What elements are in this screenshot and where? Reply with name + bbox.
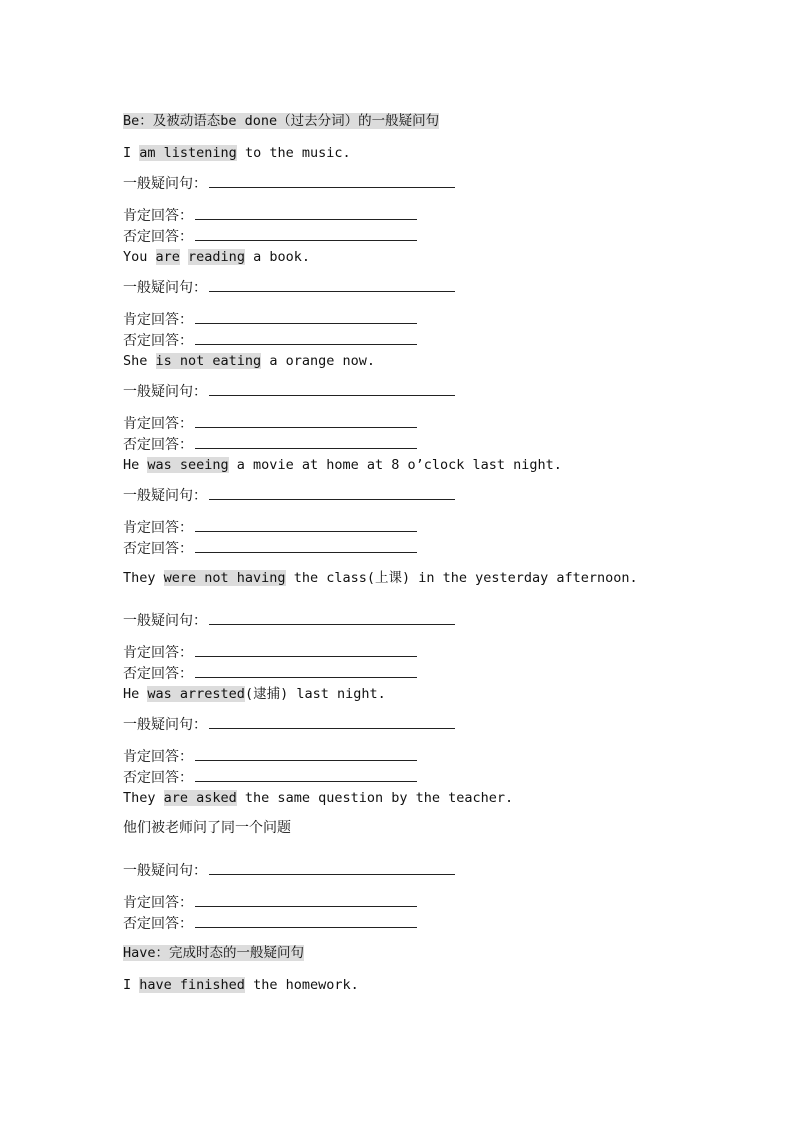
yes-label: 肯定回答： xyxy=(123,749,193,765)
question-line-5 xyxy=(123,610,455,630)
answer-blank[interactable] xyxy=(195,226,417,241)
yes-answer-line-4 xyxy=(123,517,417,537)
yes-answer-line-7 xyxy=(123,892,417,912)
yes-answer-line-2 xyxy=(123,309,417,329)
no-label: 否定回答： xyxy=(123,333,193,349)
question-label: 一般疑问句： xyxy=(123,280,207,296)
answer-blank[interactable] xyxy=(195,413,417,428)
sentence-text: They xyxy=(123,790,164,806)
highlighted-verb: is not eating xyxy=(155,353,262,369)
no-answer-line-6 xyxy=(123,767,417,787)
sentence-text: (逮捕) last night. xyxy=(244,686,386,702)
section-heading-have-text: Have：完成时态的一般疑问句 xyxy=(123,945,305,961)
answer-blank[interactable] xyxy=(209,485,455,500)
sentence-text: He xyxy=(123,686,148,702)
yes-answer-line-3 xyxy=(123,413,417,433)
answer-blank[interactable] xyxy=(209,714,455,729)
answer-blank[interactable] xyxy=(195,746,417,761)
no-answer-line-2 xyxy=(123,330,417,350)
highlighted-verb: am listening xyxy=(139,145,237,161)
sentence-text: You xyxy=(123,249,156,265)
sentence-text: They xyxy=(123,570,164,586)
sentence-text: a movie at home at 8 o’clock last night. xyxy=(228,457,562,473)
answer-blank[interactable] xyxy=(209,277,455,292)
section-heading-be-text: Be：及被动语态be done（过去分词）的一般疑问句 xyxy=(123,113,440,129)
answer-blank[interactable] xyxy=(195,434,417,449)
no-label: 否定回答： xyxy=(123,770,193,786)
yes-answer-line-6 xyxy=(123,746,417,766)
answer-blank[interactable] xyxy=(209,860,455,875)
answer-blank[interactable] xyxy=(195,767,417,782)
sentence-text: a book. xyxy=(244,249,310,265)
highlighted-verb: were not having xyxy=(163,570,286,586)
answer-blank[interactable] xyxy=(195,913,417,928)
no-label: 否定回答： xyxy=(123,916,193,932)
section-heading-have xyxy=(123,944,304,962)
yes-label: 肯定回答： xyxy=(123,312,193,328)
question-line-2 xyxy=(123,277,455,297)
sentence-text: He xyxy=(123,457,148,473)
yes-label: 肯定回答： xyxy=(123,520,193,536)
no-answer-line-5 xyxy=(123,663,417,683)
exercise-sentence-1 xyxy=(123,144,351,162)
sentence-text: a orange now. xyxy=(261,353,375,369)
exercise-sentence-6 xyxy=(123,685,386,703)
sentence-text: the same question by the teacher. xyxy=(236,790,514,806)
question-label: 一般疑问句： xyxy=(123,717,207,733)
translation-text: 他们被老师问了同一个问题 xyxy=(123,820,291,836)
yes-label: 肯定回答： xyxy=(123,416,193,432)
answer-blank[interactable] xyxy=(195,642,417,657)
yes-answer-line-1 xyxy=(123,205,417,225)
answer-blank[interactable] xyxy=(195,309,417,324)
exercise-sentence-8 xyxy=(123,976,359,994)
no-label: 否定回答： xyxy=(123,229,193,245)
highlighted-verb: have finished xyxy=(139,977,245,993)
question-line-3 xyxy=(123,381,455,401)
question-line-4 xyxy=(123,485,455,505)
no-answer-line-1 xyxy=(123,226,417,246)
sentence-text xyxy=(180,249,188,265)
answer-blank[interactable] xyxy=(195,538,417,553)
exercise-sentence-4 xyxy=(123,456,562,474)
sentence-text: She xyxy=(123,353,156,369)
no-label: 否定回答： xyxy=(123,666,193,682)
exercise-sentence-5 xyxy=(123,569,638,587)
yes-answer-line-5 xyxy=(123,642,417,662)
answer-blank[interactable] xyxy=(209,610,455,625)
question-label: 一般疑问句： xyxy=(123,863,207,879)
answer-blank[interactable] xyxy=(195,517,417,532)
no-label: 否定回答： xyxy=(123,437,193,453)
question-label: 一般疑问句： xyxy=(123,384,207,400)
question-line-1 xyxy=(123,173,455,193)
translation-note xyxy=(123,819,291,837)
highlighted-verb: are xyxy=(155,249,180,265)
sentence-text: the homework. xyxy=(244,977,359,993)
question-label: 一般疑问句： xyxy=(123,613,207,629)
exercise-sentence-2 xyxy=(123,248,310,266)
no-answer-line-4 xyxy=(123,538,417,558)
question-label: 一般疑问句： xyxy=(123,488,207,504)
no-answer-line-7 xyxy=(123,913,417,933)
question-line-6 xyxy=(123,714,455,734)
no-answer-line-3 xyxy=(123,434,417,454)
question-label: 一般疑问句： xyxy=(123,176,207,192)
section-heading-be xyxy=(123,112,439,130)
highlighted-verb: reading xyxy=(188,249,245,265)
highlighted-verb: are asked xyxy=(163,790,237,806)
answer-blank[interactable] xyxy=(195,663,417,678)
sentence-text: I xyxy=(123,145,140,161)
answer-blank[interactable] xyxy=(195,892,417,907)
sentence-text: to the music. xyxy=(236,145,351,161)
exercise-sentence-3 xyxy=(123,352,375,370)
answer-blank[interactable] xyxy=(209,381,455,396)
highlighted-verb: was arrested xyxy=(147,686,245,702)
sentence-text: the class(上课) in the yesterday afternoon. xyxy=(285,570,638,586)
answer-blank[interactable] xyxy=(195,330,417,345)
sentence-text: I xyxy=(123,977,140,993)
yes-label: 肯定回答： xyxy=(123,208,193,224)
yes-label: 肯定回答： xyxy=(123,895,193,911)
exercise-sentence-7 xyxy=(123,789,513,807)
no-label: 否定回答： xyxy=(123,541,193,557)
question-line-7 xyxy=(123,860,455,880)
answer-blank[interactable] xyxy=(195,205,417,220)
answer-blank[interactable] xyxy=(209,173,455,188)
yes-label: 肯定回答： xyxy=(123,645,193,661)
highlighted-verb: was seeing xyxy=(147,457,229,473)
